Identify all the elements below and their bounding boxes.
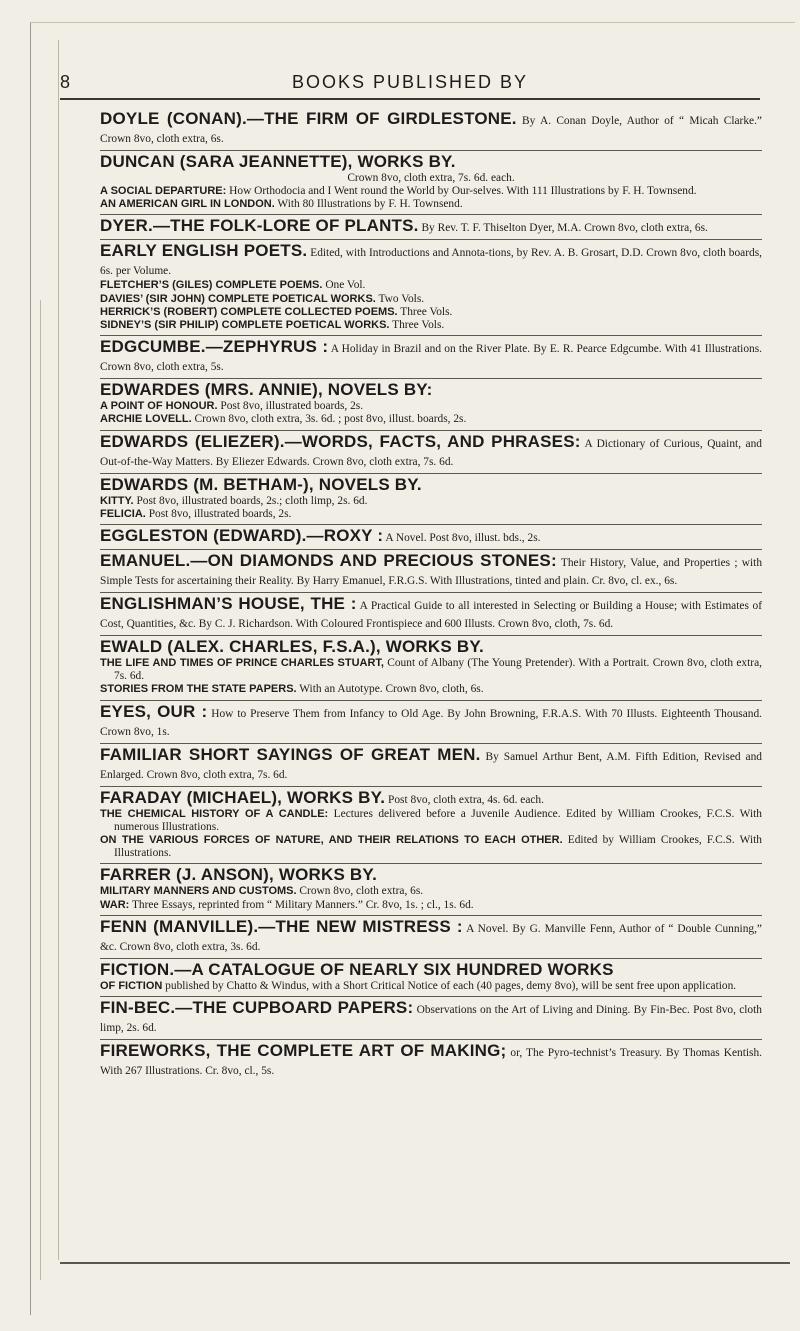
catalogue-entry — [100, 431, 762, 474]
catalogue-entry — [100, 1040, 762, 1082]
page-edge-line — [40, 300, 41, 1280]
subitem-text: Post 8vo, illustrated boards, 2s. — [145, 507, 292, 520]
entry-heading: EMANUEL.—ON DIAMONDS AND PRECIOUS STONES: — [100, 551, 557, 571]
entry-heading: FENN (MANVILLE).—THE NEW MISTRESS : — [100, 916, 463, 936]
catalogue-entries — [100, 108, 762, 1082]
entry-text: Their History, Value, and Properties ; with Simple Tests for ascertaining their Reality. By Harry Emanuel, F.R.G.S. With Illustrations, tinted and plain. Cr. 8vo, cl. ex., 6s. — [100, 557, 763, 588]
entry-text: A Holiday in Brazil and on the River Plate. By E. R. Pearce Edgcumbe. With 41 Illustrations. Crown 8vo, cloth extra, 5s. — [100, 343, 762, 374]
subitem-text: Count of Albany (The Young Pretender). With a Portrait. Crown 8vo, cloth extra, 7s. 6d. — [114, 657, 762, 683]
subitem-text: Crown 8vo, cloth extra, 3s. 6d. ; post 8vo, illust. boards, 2s. — [191, 413, 467, 426]
running-head — [60, 72, 760, 98]
catalogue-entry — [100, 379, 762, 430]
subitem-title: STORIES FROM THE STATE PAPERS. — [100, 683, 297, 696]
entry-subitem — [100, 980, 762, 993]
entry-heading: FARADAY (MICHAEL), WORKS BY. — [100, 787, 386, 807]
catalogue-entry — [100, 864, 762, 915]
subitem-text: Three Essays, reprinted from “ Military Manners.” Cr. 8vo, 1s. ; cl., 1s. 6d. — [129, 898, 474, 911]
subitem-text: Edited by William Crookes, F.C.S. With Illustrations. — [114, 834, 762, 860]
entry-subitem — [100, 899, 762, 912]
subitem-title: DAVIES’ (SIR JOHN) COMPLETE POETICAL WORKS. — [100, 292, 376, 305]
entry-heading: FICTION.—A CATALOGUE OF NEARLY SIX HUNDRED WORKS — [100, 959, 614, 979]
entry-heading: ENGLISHMAN’S HOUSE, THE : — [100, 594, 357, 614]
entry-subitem — [100, 400, 762, 413]
catalogue-entry — [100, 525, 762, 550]
entry-subitem — [100, 808, 762, 834]
subitem-title: AN AMERICAN GIRL IN LONDON. — [100, 198, 275, 211]
catalogue-entry — [100, 636, 762, 701]
entry-heading: EGGLESTON (EDWARD).—ROXY : — [100, 526, 384, 546]
entry-subitem — [100, 885, 762, 898]
entry-subitem — [100, 293, 762, 306]
catalogue-entry — [100, 997, 762, 1040]
entry-subitem — [100, 319, 762, 332]
entry-subitem — [100, 508, 762, 521]
entry-heading: FAMILIAR SHORT SAYINGS OF GREAT MEN. — [100, 744, 481, 764]
entry-heading: EYES, OUR : — [100, 701, 208, 721]
entry-subitem — [100, 279, 762, 292]
entry-heading: DYER.—THE FOLK-LORE OF PLANTS. — [100, 216, 419, 236]
subitem-text: With 80 Illustrations by F. H. Townsend. — [274, 198, 463, 211]
entry-subitem — [100, 683, 762, 696]
subitem-text: Post 8vo, illustrated boards, 2s. — [217, 400, 364, 413]
subitem-title: THE CHEMICAL HISTORY OF A CANDLE: — [100, 807, 329, 820]
subitem-title: ARCHIE LOVELL. — [100, 413, 192, 426]
entry-text: How to Preserve Them from Infancy to Old Age. By John Browning, F.R.A.S. With 70 Illusts. Eighteenth Thousand. Crown 8vo, 1s. — [100, 707, 762, 738]
subitem-text: How Orthodocia and I Went round the World by Our-selves. With 111 Illustrations by F. H. Townsend. — [226, 185, 697, 197]
subitem-title: FLETCHER’S (GILES) COMPLETE POEMS. — [100, 279, 323, 292]
entry-text: Post 8vo, cloth extra, 4s. 6d. each. — [385, 793, 544, 806]
entry-subitem — [100, 413, 762, 426]
entry-heading: EWALD (ALEX. CHARLES, F.S.A.), WORKS BY. — [100, 637, 484, 657]
subitem-title: HERRICK’S (ROBERT) COMPLETE COLLECTED POEMS. — [100, 305, 398, 318]
catalogue-entry — [100, 916, 762, 959]
entry-heading: FIN-BEC.—THE CUPBOARD PAPERS: — [100, 998, 414, 1018]
entry-heading: DUNCAN (SARA JEANNETTE), WORKS BY. — [100, 152, 456, 171]
subitem-title: ON THE VARIOUS FORCES OF NATURE, AND THEIR RELATIONS TO EACH OTHER. — [100, 834, 563, 847]
entry-price: Crown 8vo, cloth extra, 7s. 6d. each. — [347, 172, 515, 184]
subitem-text: Three Vols. — [397, 305, 453, 318]
entry-text: Observations on the Art of Living and Dining. By Fin-Bec. Post 8vo, cloth limp, 2s. 6d. — [100, 1004, 762, 1035]
subitem-title: THE LIFE AND TIMES OF PRINCE CHARLES STUART, — [100, 657, 384, 670]
subitem-text: published by Chatto & Windus, with a Short Critical Notice of each (40 pages, demy 8vo), will be sent free upon application. — [162, 979, 737, 992]
catalogue-entry — [100, 151, 762, 215]
subitem-text: Post 8vo, illustrated boards, 2s.; cloth limp, 2s. 6d. — [133, 494, 368, 507]
entry-text: By Rev. T. F. Thiselton Dyer, M.A. Crown 8vo, cloth extra, 6s. — [418, 222, 708, 235]
subitem-title: A POINT OF HONOUR. — [100, 400, 218, 413]
catalogue-entry — [100, 787, 762, 865]
catalogue-entry — [100, 550, 762, 593]
subitem-title: A SOCIAL DEPARTURE: — [100, 185, 227, 197]
catalogue-entry — [100, 593, 762, 636]
catalogue-entry — [100, 336, 762, 379]
catalogue-entry — [100, 474, 762, 525]
entry-text: By Samuel Arthur Bent, A.M. Fifth Edition, Revised and Enlarged. Crown 8vo, cloth extra, 7s. 6d. — [100, 750, 763, 781]
subitem-title: MILITARY MANNERS AND CUSTOMS. — [100, 885, 297, 898]
subitem-text: Lectures delivered before a Juvenile Audience. Edited by William Crookes, F.C.S. With numerous Illustrations. — [114, 807, 762, 833]
subitem-text: With an Autotype. Crown 8vo, cloth, 6s. — [296, 683, 484, 696]
catalogue-entry — [100, 701, 762, 744]
entry-subitem — [100, 834, 762, 860]
subitem-text: One Vol. — [322, 279, 366, 292]
running-title: BOOKS PUBLISHED BY — [291, 72, 529, 92]
entry-subitem — [100, 306, 762, 319]
entry-text: A Novel. By G. Manville Fenn, Author of “ Double Cunning,” &c. Crown 8vo, cloth extra, 3s. 6d. — [100, 922, 762, 953]
subitem-text: Two Vols. — [375, 292, 425, 305]
catalogue-entry — [100, 959, 762, 997]
entry-text: Edited, with Introductions and Annota-tions, by Rev. A. B. Grosart, D.D. Crown 8vo, cloth boards, 6s. per Volume. — [100, 247, 762, 278]
entry-text: or, The Pyro-technist’s Treasury. By Thomas Kentish. With 267 Illustrations. Cr. 8vo, cl., 5s. — [100, 1047, 762, 1078]
entry-subitem — [100, 657, 762, 683]
entry-subitem — [100, 198, 762, 211]
catalogue-entry — [100, 240, 762, 336]
entry-heading: DOYLE (CONAN).—THE FIRM OF GIRDLESTONE. — [100, 109, 517, 128]
subitem-text: Three Vols. — [389, 319, 445, 332]
catalogue-entry — [100, 744, 762, 787]
page-number: 8 — [60, 72, 73, 92]
entry-heading: EDWARDS (M. BETHAM-), NOVELS BY. — [100, 474, 422, 494]
subitem-title: KITTY. — [100, 494, 134, 507]
subitem-text: Crown 8vo, cloth extra, 6s. — [296, 885, 424, 898]
entry-text: A Practical Guide to all interested in Selecting or Building a House; with Estimates of Cost, Quantities, &c. By C. J. Richardson. With Coloured Frontispiece and 600 Illusts. Crown 8vo, cloth, 7s. 6d. — [100, 600, 762, 631]
catalogue-entry — [100, 215, 762, 240]
subitem-title: WAR: — [100, 898, 130, 911]
entry-heading: EDWARDES (MRS. ANNIE), NOVELS BY: — [100, 380, 433, 400]
entry-subitem — [100, 185, 762, 198]
header-rule — [60, 98, 760, 100]
page-edge-line — [58, 40, 59, 1260]
entry-text: By A. Conan Doyle, Author of “ Micah Clarke.” Crown 8vo, cloth extra, 6s. — [100, 115, 762, 145]
entry-subitem — [100, 495, 762, 508]
entry-text: A Dictionary of Curious, Quaint, and Out-of-the-Way Matters. By Eliezer Edwards. Crown 8vo, cloth extra, 7s. 6d. — [100, 437, 762, 468]
entry-heading: EDGCUMBE.—ZEPHYRUS : — [100, 337, 329, 357]
entry-heading: EARLY ENGLISH POETS. — [100, 241, 308, 261]
catalogue-entry — [100, 108, 762, 151]
subitem-title: SIDNEY’S (SIR PHILIP) COMPLETE POETICAL WORKS. — [100, 319, 390, 332]
entry-heading: FIREWORKS, THE COMPLETE ART OF MAKING; — [100, 1041, 507, 1061]
bottom-frame-rule — [60, 1262, 790, 1264]
entry-heading: EDWARDS (ELIEZER).—WORDS, FACTS, AND PHRASES: — [100, 431, 581, 451]
subitem-title: FELICIA. — [100, 507, 146, 520]
entry-text: A Novel. Post 8vo, illust. bds., 2s. — [383, 532, 541, 545]
subitem-title: OF FICTION — [100, 979, 163, 992]
entry-heading: FARRER (J. ANSON), WORKS BY. — [100, 865, 377, 885]
